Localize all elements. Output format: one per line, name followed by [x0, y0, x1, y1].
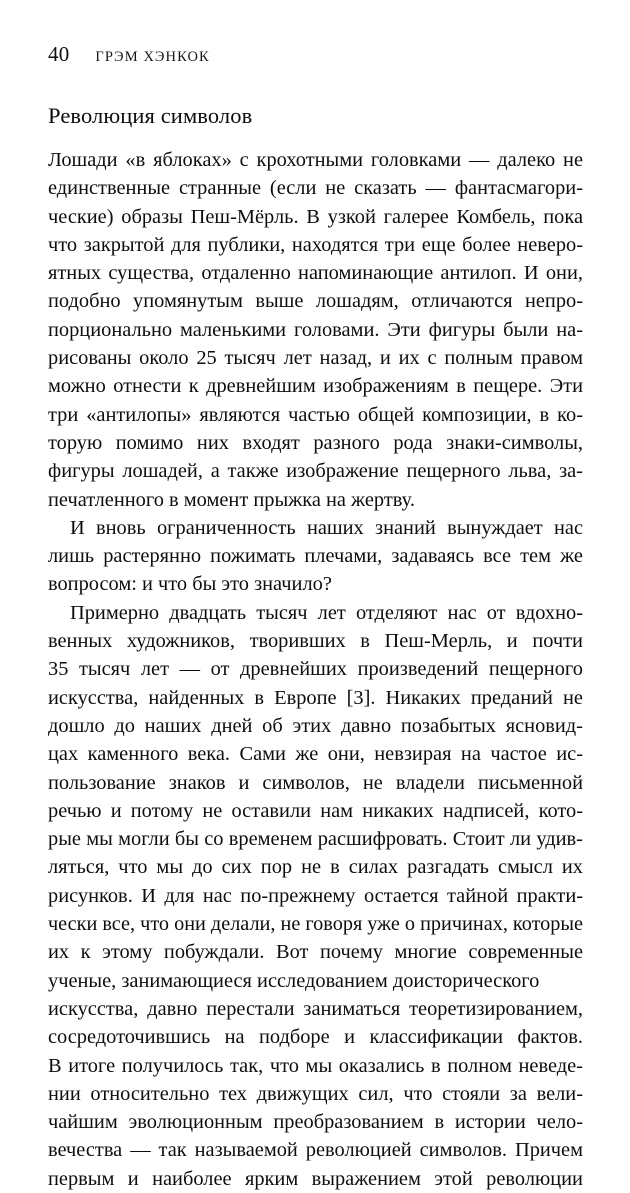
text-line-content: И вновь ограниченность наших знаний вынуждает нас: [70, 516, 584, 539]
text-line: [48, 174, 583, 202]
text-line-content: ляться, что мы до сих пор не в силах разгадать смысл их: [48, 856, 583, 879]
text-line: [48, 910, 583, 938]
text-line-content: печатленного в момент прыжка на жертву.: [48, 488, 415, 511]
text-line-content: венных художников, творивших в Пеш-Мерль, и почти: [48, 630, 583, 653]
text-line-content: лишь растерянно пожимать плечами, задаваясь все тем же: [48, 545, 583, 568]
text-line-content: пользование знаков и символов, не владели письменной: [48, 771, 584, 794]
text-line-content: чайшим эволюционным преобразованием в истории чело-: [48, 1111, 583, 1134]
text-line: [48, 740, 583, 768]
running-head: [48, 42, 583, 66]
text-line-content: В итоге получилось так, что мы оказались в полном неведе-: [48, 1054, 583, 1077]
text-line: [48, 853, 583, 881]
paragraph: [48, 599, 583, 1193]
text-line: [48, 1165, 583, 1193]
text-line: [48, 344, 583, 372]
text-line: [48, 1052, 583, 1080]
text-line-content: ученые, занимающиеся исследованием доисторического: [48, 969, 540, 992]
section-heading: Революция символов: [48, 103, 253, 128]
text-line-content: ятных существа, отдаленно напоминающие антилоп. И они,: [48, 262, 583, 285]
text-line-content: чески все, что они делали, не говоря уже о причинах, которые: [48, 913, 583, 936]
running-head-author: ГРЭМ ХЭНКОК: [95, 49, 210, 65]
text-line-content: Примерно двадцать тысяч лет отделяют нас от вдохно-: [70, 601, 583, 624]
text-line: [48, 995, 583, 1023]
body-text-block: [48, 146, 583, 1193]
text-line: [48, 627, 583, 655]
text-line: [48, 287, 583, 315]
text-line: [48, 769, 583, 797]
text-line: [48, 599, 583, 627]
text-line: [48, 231, 583, 259]
text-line: [48, 514, 583, 542]
text-line-content: рые мы могли бы со временем расшифровать. Стоит ли удив-: [48, 828, 583, 851]
text-line-content: дошло до наших дней об этих давно позабытых ясновид-: [48, 714, 583, 737]
text-line-content: три «антилопы» являются частью общей композиции, в ко-: [48, 403, 583, 426]
text-line-content: ческие) образы Пеш-Мёрль. В узкой галерее Комбель, пока: [48, 205, 583, 228]
text-line-content: вопросом: и что бы это значило?: [48, 573, 332, 596]
text-line-content: что закрытой для публики, находятся три еще более неверо-: [48, 233, 584, 256]
text-line-content: рисунков. И для нас по-прежнему остается тайной практи-: [48, 884, 584, 907]
text-line: [48, 797, 583, 825]
text-line-content: цах каменного века. Сами же они, невзирая на частое ис-: [48, 743, 584, 766]
paragraph: [48, 514, 583, 599]
text-line: [48, 1136, 583, 1164]
text-line: [48, 712, 583, 740]
page-number: 40: [48, 42, 70, 66]
text-line: [48, 655, 583, 683]
paragraph: [48, 146, 583, 514]
text-line: [48, 570, 583, 598]
text-line-content: подобно упомянутым выше лошадям, отличаются непро-: [48, 290, 584, 313]
text-line-content: 35 тысяч лет — от древнейших произведений пещерного: [48, 658, 583, 681]
text-line: [48, 684, 583, 712]
text-line-content: фигуры лошадей, а также изображение пещерного льва, за-: [48, 460, 583, 483]
text-line-content: единственные странные (если не сказать — фантасмагори-: [48, 177, 584, 200]
text-line-content: нии относительно тех движущих сил, что стояли за вели-: [48, 1082, 584, 1105]
text-line: [48, 542, 583, 570]
text-line-content: сосредоточившись на подборе и классификации фактов.: [48, 1026, 583, 1049]
text-line-content: их к этому побуждали. Вот почему многие современные: [48, 941, 583, 964]
text-line-content: речью и потому не оставили нам никаких надписей, кото-: [48, 799, 584, 822]
text-line-content: искусства, найденных в Европе [3]. Никаких преданий не: [48, 686, 583, 709]
text-line-content: торую помимо них входят разного рода знаки-символы,: [48, 431, 584, 454]
text-line: [48, 1023, 583, 1051]
text-line: [48, 372, 583, 400]
text-line-content: рисованы около 25 тысяч лет назад, и их с полным правом: [48, 347, 584, 370]
text-line-content: можно отнести к древнейшим изображениям в пещере. Эти: [48, 375, 583, 398]
text-line-content: искусства, давно перестали заниматься теоретизированием,: [48, 997, 584, 1020]
text-line-content: Лошади «в яблоках» с крохотными головками — далеко не: [48, 149, 583, 171]
text-line: [48, 429, 583, 457]
text-line: [48, 401, 583, 429]
text-line: [48, 259, 583, 287]
text-line: [48, 316, 583, 344]
text-line-content: первым и наиболее ярким выражением этой революции: [48, 1167, 583, 1190]
text-line-content: порционально маленькими головами. Эти фигуры были на-: [48, 318, 583, 341]
text-line: [48, 882, 583, 910]
text-line: [48, 146, 583, 174]
text-line: [48, 486, 583, 514]
text-line: [48, 825, 583, 853]
text-line: [48, 967, 583, 995]
text-line: [48, 203, 583, 231]
text-line-content: вечества — так называемой революцией символов. Причем: [48, 1139, 584, 1162]
text-line: [48, 457, 583, 485]
text-line: [48, 1080, 583, 1108]
text-line: [48, 938, 583, 966]
text-line: [48, 1108, 583, 1136]
